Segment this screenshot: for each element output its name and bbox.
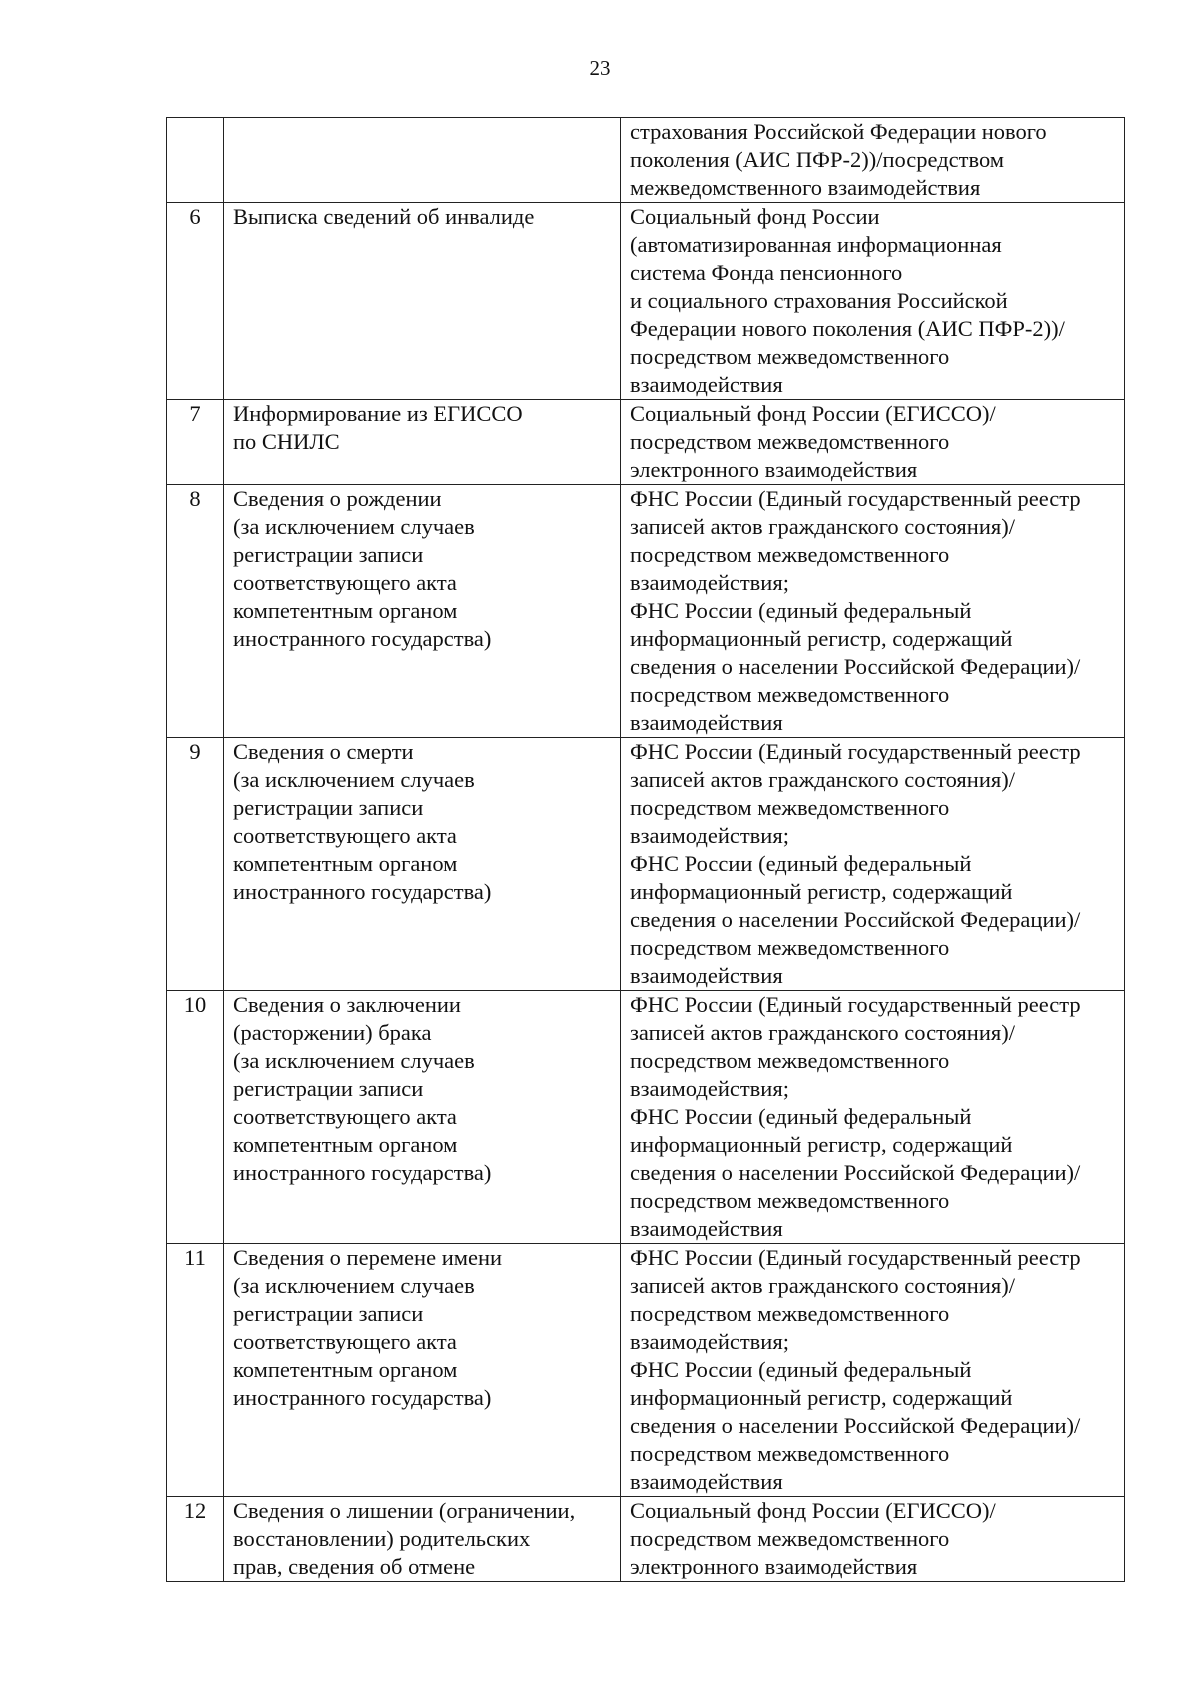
table-row xyxy=(167,203,1125,400)
document-name-cell: Сведения о лишении (ограничении, восстановлении) родительских прав, сведения об отмене xyxy=(224,1497,621,1582)
table-row xyxy=(167,1497,1125,1582)
row-number-cell: 7 xyxy=(167,400,224,485)
row-number-cell: 8 xyxy=(167,485,224,738)
source-cell: Социальный фонд России (ЕГИССО)/ посредством межведомственного электронного взаимодействия xyxy=(621,1497,1125,1582)
row-number-cell: 6 xyxy=(167,203,224,400)
table-row xyxy=(167,400,1125,485)
table-row xyxy=(167,485,1125,738)
table-row xyxy=(167,738,1125,991)
table-row xyxy=(167,1244,1125,1497)
row-number-cell: 9 xyxy=(167,738,224,991)
document-name-cell: Сведения о заключении (расторжении) брака (за исключением случаев регистрации записи соответствующего акта компетентным органом иностранного государства) xyxy=(224,991,621,1244)
source-cell: ФНС России (Единый государственный реестр записей актов гражданского состояния)/ посредством межведомственного взаимодействия; ФНС России (единый федеральный информационный регистр, содержащий сведения о населении Российской Федерации)/ посредством межведомственного взаимодействия xyxy=(621,485,1125,738)
document-name-cell: Информирование из ЕГИССО по СНИЛС xyxy=(224,400,621,485)
document-name-cell: Сведения о перемене имени (за исключением случаев регистрации записи соответствующего акта компетентным органом иностранного государства) xyxy=(224,1244,621,1497)
document-name-cell: Выписка сведений об инвалиде xyxy=(224,203,621,400)
row-number-cell xyxy=(167,118,224,203)
source-cell: страхования Российской Федерации нового поколения (АИС ПФР-2))/посредством межведомственного взаимодействия xyxy=(621,118,1125,203)
source-cell: Социальный фонд России (автоматизированная информационная система Фонда пенсионного и социального страхования Российской Федерации нового поколения (АИС ПФР-2))/ посредством межведомственного взаимодействия xyxy=(621,203,1125,400)
table-row xyxy=(167,118,1125,203)
source-cell: ФНС России (Единый государственный реестр записей актов гражданского состояния)/ посредством межведомственного взаимодействия; ФНС России (единый федеральный информационный регистр, содержащий сведения о населении Российской Федерации)/ посредством межведомственного взаимодействия xyxy=(621,738,1125,991)
source-cell: Социальный фонд России (ЕГИССО)/ посредством межведомственного электронного взаимодействия xyxy=(621,400,1125,485)
row-number-cell: 12 xyxy=(167,1497,224,1582)
document-name-cell xyxy=(224,118,621,203)
documents-table xyxy=(166,117,1125,1582)
row-number-cell: 10 xyxy=(167,991,224,1244)
row-number-cell: 11 xyxy=(167,1244,224,1497)
source-cell: ФНС России (Единый государственный реестр записей актов гражданского состояния)/ посредством межведомственного взаимодействия; ФНС России (единый федеральный информационный регистр, содержащий сведения о населении Российской Федерации)/ посредством межведомственного взаимодействия xyxy=(621,1244,1125,1497)
source-cell: ФНС России (Единый государственный реестр записей актов гражданского состояния)/ посредством межведомственного взаимодействия; ФНС России (единый федеральный информационный регистр, содержащий сведения о населении Российской Федерации)/ посредством межведомственного взаимодействия xyxy=(621,991,1125,1244)
document-name-cell: Сведения о рождении (за исключением случаев регистрации записи соответствующего акта компетентным органом иностранного государства) xyxy=(224,485,621,738)
page-number: 23 xyxy=(589,56,611,80)
table-row xyxy=(167,991,1125,1244)
document-name-cell: Сведения о смерти (за исключением случаев регистрации записи соответствующего акта компетентным органом иностранного государства) xyxy=(224,738,621,991)
